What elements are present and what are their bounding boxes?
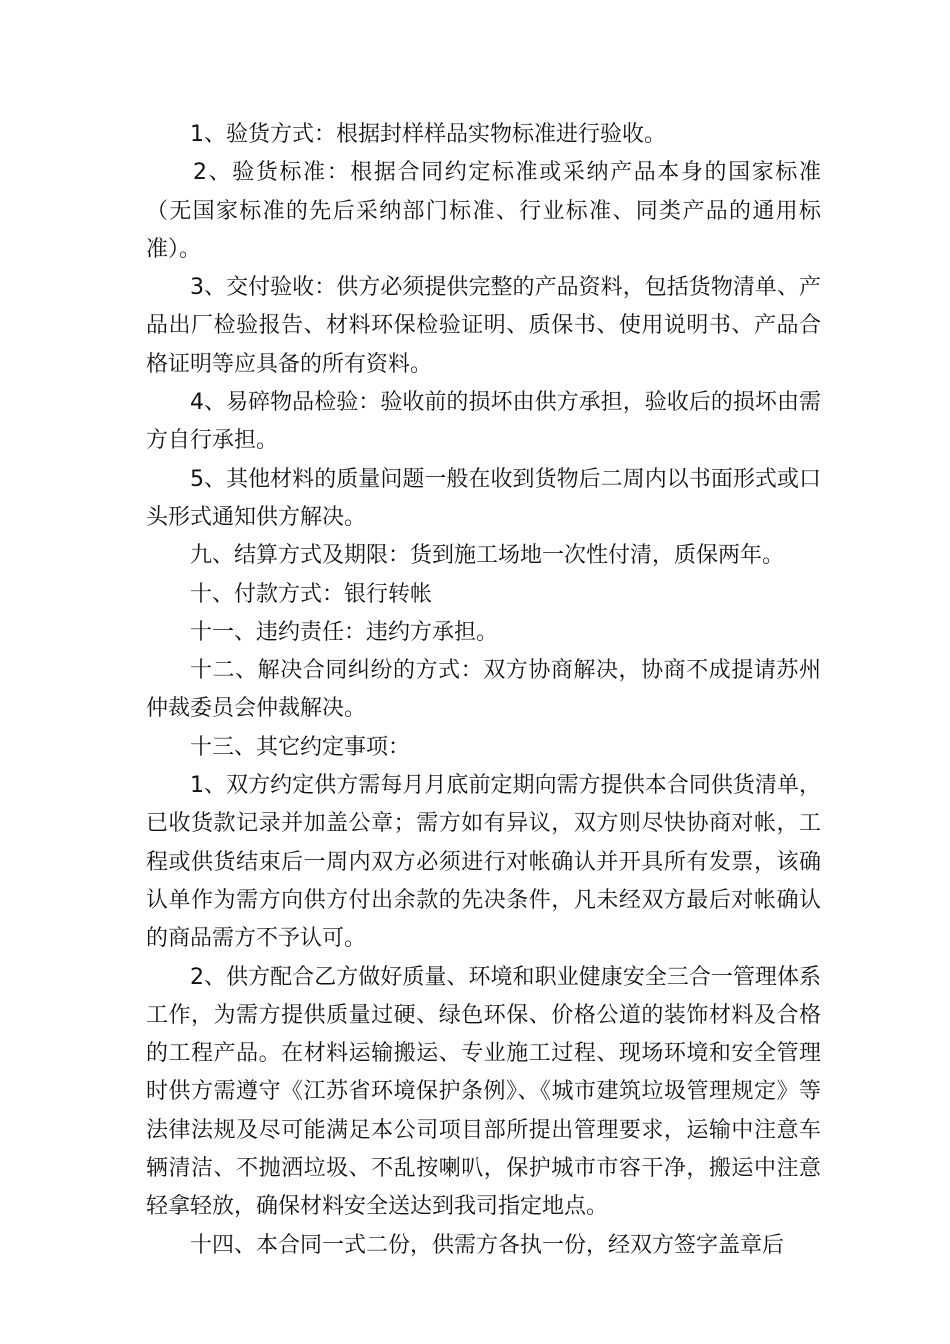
paragraph-settlement: 九、结算方式及期限：货到施工场地一次性付清，质保两年。 (190, 543, 785, 569)
paragraph-dispute-resolution: 十二、解决合同纠纷的方式：双方协商解决，协商不成提请苏州仲裁委员会仲裁解决。 (146, 658, 821, 722)
document-body (146, 116, 821, 1265)
paragraph-other-matters-heading: 十三、其它约定事项： (190, 734, 411, 760)
paragraph-inspection-standard: 2、验货标准：根据合同约定标准或采纳产品本身的国家标准（无国家标准的先后采纳部门标准、行业标准、同类产品的通用标准）。 (146, 160, 821, 262)
paragraph-inspection-method: 1、验货方式：根据封样样品实物标准进行验收。 (190, 122, 666, 147)
paragraph-delivery-acceptance: 3、交付验收：供方必须提供完整的产品资料，包括货物清单、产品出厂检验报告、材料环保检验证明、质保书、使用说明书、产品合格证明等应具备的所有资料。 (146, 275, 821, 377)
paragraph-copies: 十四、本合同一式二份，供需方各执一份，经双方签字盖章后 (190, 1232, 785, 1258)
paragraph-other-quality-issues: 5、其他材料的质量问题一般在收到货物后二周内以书面形式或口头形式通知供方解决。 (146, 466, 821, 530)
paragraph-liability: 十一、违约责任：违约方承担。 (190, 619, 499, 645)
paragraph-fragile-goods: 4、易碎物品检验：验收前的损坏由供方承担，验收后的损坏由需方自行承担。 (146, 390, 821, 454)
paragraph-management-system: 2、供方配合乙方做好质量、环境和职业健康安全三合一管理体系工作，为需方提供质量过硬、绿色环保、价格公道的装饰材料及合格的工程产品。在材料运输搬运、专业施工过程、现场环境和安全管理时供方需遵守《江苏省环境保护条例》、《城市建筑垃圾管理规定》等法律法规及尽可能满足本公司项目部所提出管理要求，运输中注意车辆清洁、不抛洒垃圾、不乱按喇叭，保护城市市容干净，搬运中注意轻拿轻放，确保材料安全送达到我司指定地点。 (146, 964, 821, 1220)
paragraph-monthly-reconciliation: 1、双方约定供方需每月月底前定期向需方提供本合同供货清单，已收货款记录并加盖公章；需方如有异议，双方则尽快协商对帐，工程或供货结束后一周内双方必须进行对帐确认并开具所有发票，该确认单作为需方向供方付出余款的先决条件，凡未经双方最后对帐确认的商品需方不予认可。 (146, 773, 821, 952)
paragraph-payment-method: 十、付款方式：银行转帐 (190, 581, 433, 607)
